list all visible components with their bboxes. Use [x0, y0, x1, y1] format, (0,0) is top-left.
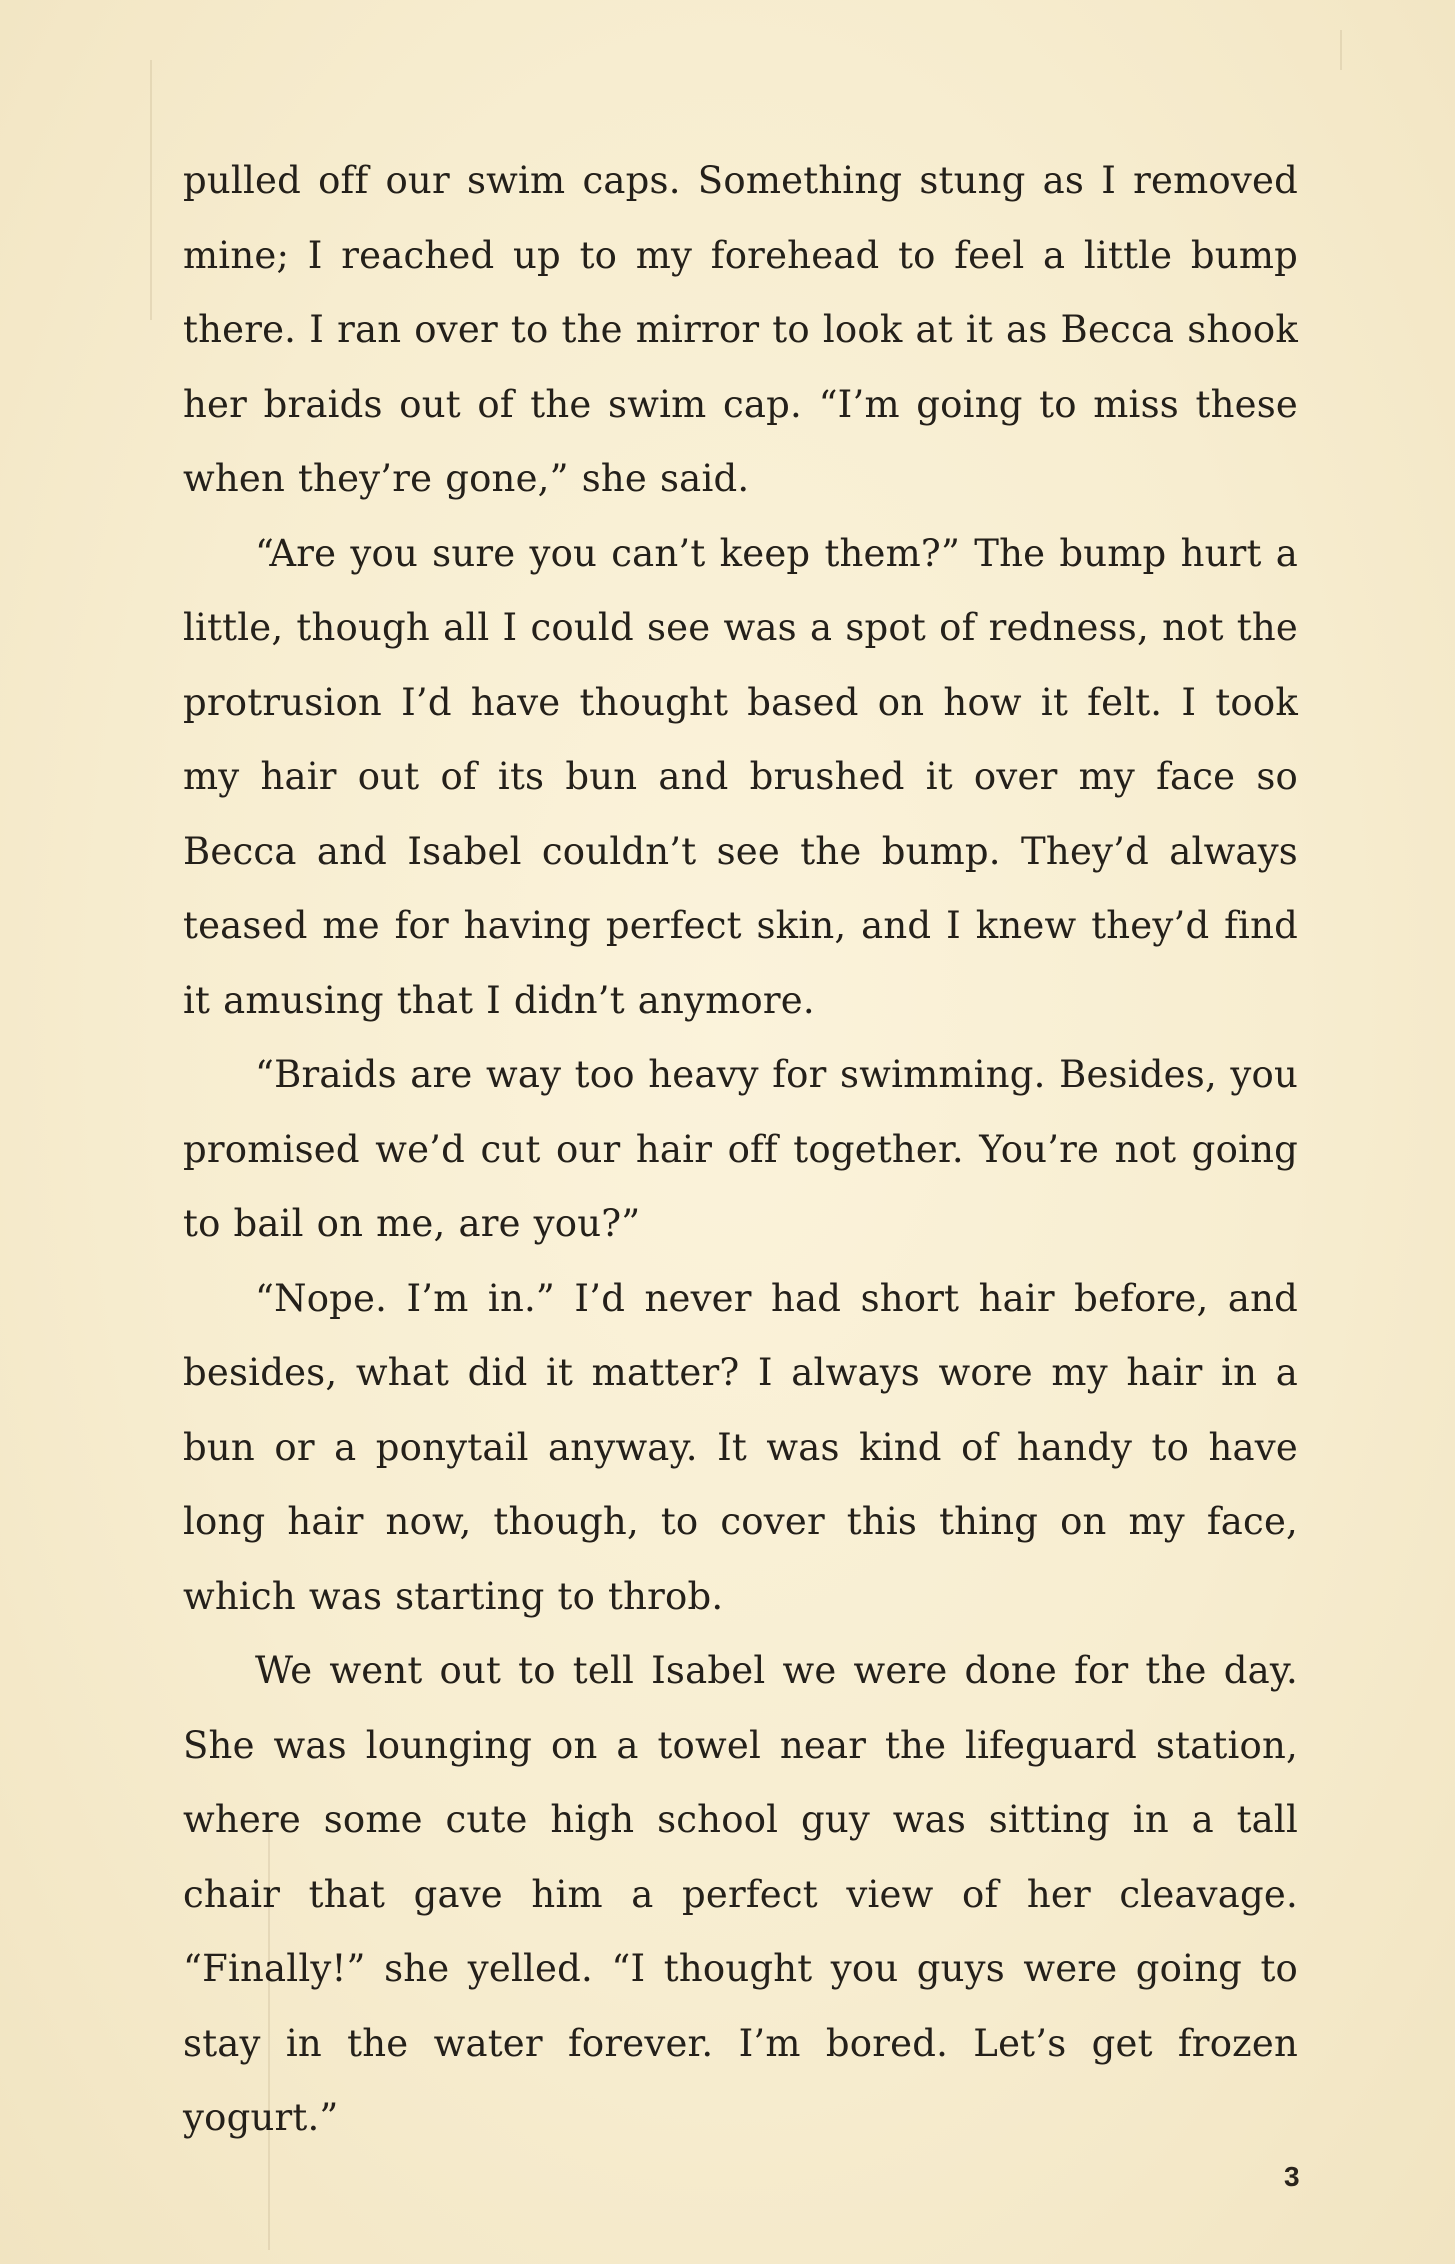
scan-mark	[150, 60, 152, 320]
paragraph: “Braids are way too heavy for swimming. Besides, you promised we’d cut our hair off together. You’re not going to bail on me, are you?”	[183, 1053, 1298, 1245]
paragraph: pulled off our swim caps. Something stung as I removed mine; I reached up to my forehead to feel a little bump there. I ran over to the mirror to look at it as Becca shook her braids out of the swim cap. “I’m going to miss these when they’re gone,” she said.	[183, 159, 1298, 500]
paragraph: We went out to tell Isabel we were done for the day. She was lounging on a towel near the lifeguard station, where some cute high school guy was sitting in a tall chair that gave him a perfect view of her cleavage. “Finally!” she yelled. “I thought you guys were going to stay in the water forever. I’m bored. Let’s get frozen yogurt.”	[183, 1649, 1298, 2139]
page-number: 3	[1284, 2161, 1300, 2192]
body-text	[183, 144, 1298, 2156]
paragraph: “Are you sure you can’t keep them?” The bump hurt a little, though all I could see was a spot of redness, not the protrusion I’d have thought based on how it felt. I took my hair out of its bun and brushed it over my face so Becca and Isabel couldn’t see the bump. They’d always teased me for having perfect skin, and I knew they’d find it amusing that I didn’t anymore.	[183, 531, 1298, 1022]
scan-mark	[1340, 30, 1342, 70]
paragraph: “Nope. I’m in.” I’d never had short hair before, and besides, what did it matter? I always wore my hair in a bun or a ponytail anyway. It was kind of handy to have long hair now, though, to cover this thing on my face, which was starting to throb.	[183, 1276, 1298, 1618]
